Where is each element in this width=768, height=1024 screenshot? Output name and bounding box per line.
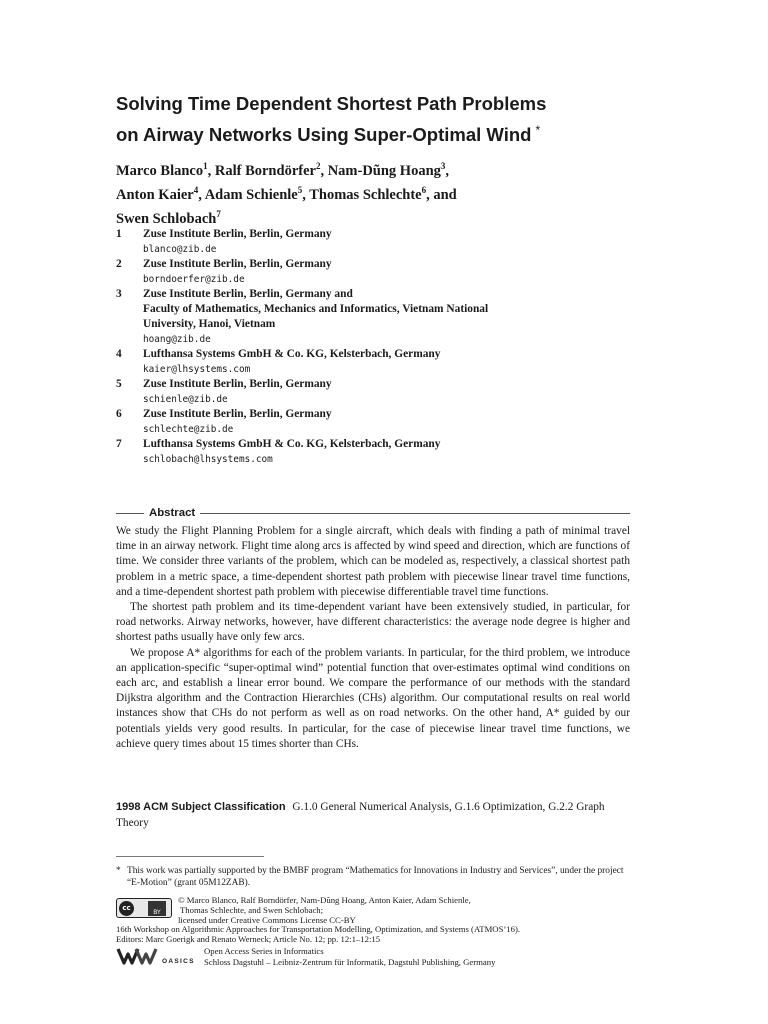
- affiliation-name: University, Hanoi, Vietnam: [143, 318, 276, 330]
- author-sep: ,: [445, 162, 450, 179]
- affiliation-name: Zuse Institute Berlin, Berlin, Germany: [143, 228, 332, 240]
- affiliation-name: Zuse Institute Berlin, Berlin, Germany: [143, 408, 332, 420]
- author-name: Marco Blanco: [116, 162, 204, 179]
- footnote: [116, 865, 636, 890]
- title-line-2-text: on Airway Networks Using Super-Optimal Wind: [116, 124, 532, 146]
- title-line-1: Solving Time Dependent Shortest Path Problems: [116, 93, 547, 114]
- affiliation-item: [116, 377, 656, 407]
- affiliation-number: 5: [116, 378, 122, 390]
- author-sup: 7: [216, 208, 221, 219]
- affiliation-email[interactable]: schlechte@zib.de: [143, 424, 234, 435]
- affiliation-list: [116, 227, 656, 467]
- affiliation-name: Zuse Institute Berlin, Berlin, Germany and: [143, 288, 353, 300]
- author-name: Anton Kaier: [116, 186, 194, 203]
- author-sep: , and: [426, 186, 457, 203]
- affiliation-number: 3: [116, 288, 122, 300]
- publisher-name: Schloss Dagstuhl – Leibniz-Zentrum für Informatik, Dagstuhl Publishing, Germany: [204, 956, 496, 967]
- affiliation-number: 4: [116, 348, 122, 360]
- series-name: Open Access Series in Informatics: [204, 946, 324, 956]
- abstract-paragraph: The shortest path problem and its time-dependent variant have been extensively studied, in particular, for road networks. Airway networks, however, have different characteristics: the average node degree is higher and shortest paths usually have only few arcs.: [116, 601, 630, 644]
- author-sup: 5: [297, 184, 303, 195]
- author-sep: ,: [198, 186, 205, 203]
- author-list: [116, 157, 636, 228]
- oasics-logo-icon: [116, 945, 160, 967]
- paper-title: [116, 90, 676, 148]
- title-footnote-mark: *: [535, 123, 541, 137]
- abstract-heading: [116, 505, 630, 521]
- heading-rule-left: [116, 513, 144, 514]
- oasics-wordmark: OASICS: [162, 958, 195, 965]
- abstract-paragraph: We propose A* algorithms for each of the problem variants. In particular, for the third problem, we introduce an application-specific “super-optimal wind” potential function that over-estimates optimal wind conditions on each arc, and establish a linear error bound. We compare the performance of our methods with the standard Dijkstra algorithm and the Contraction Hierarchies (CHs) algorithm. Our computational results on real world instances show that CHs do not perform as well as on road networks. On the other hand, A* guided by our potentials yields very good results. In particular, for the case of piecewise linear travel time functions, we achieve query times about 15 times shorter than CHs.: [116, 646, 630, 750]
- abstract-body: [116, 524, 630, 752]
- author-sup: 2: [315, 161, 321, 171]
- affiliation-item: [116, 227, 656, 257]
- affiliation-number: 6: [116, 408, 122, 420]
- license-line: © Marco Blanco, Ralf Borndörfer, Nam-Dũng Hoang, Anton Kaier, Adam Schienle,: [178, 895, 471, 905]
- cc-circle-icon: cc: [119, 901, 134, 916]
- affiliation-name: Lufthansa Systems GmbH & Co. KG, Kelsterbach, Germany: [143, 438, 441, 450]
- abstract-paragraph: We study the Flight Planning Problem for a single aircraft, which deals with finding a path of minimal travel time in an airway network. Flight time along arcs is affected by wind speed and direction, which are functions of time. We consider three variants of the problem, which can be modeled as, respectively, a classical shortest path problem in a metric space, a time-dependent shortest path problem with piecewise linear travel time functions, and a time-dependent shortest path problem with piecewise differentiable travel time functions.: [116, 525, 630, 598]
- affiliation-name: Faculty of Mathematics, Mechanics and Informatics, Vietnam National: [143, 303, 489, 315]
- acm-heading: 1998 ACM Subject Classification: [116, 801, 286, 813]
- author-sup: 1: [203, 161, 208, 171]
- author-line-2: [116, 181, 636, 205]
- acm-text: G.1.0 General Numerical Analysis, G.1.6 Optimization, G.2.2 Graph Theory: [116, 801, 605, 829]
- affiliation-item: [116, 437, 656, 467]
- title-line-2: [116, 117, 676, 148]
- affiliation-email[interactable]: schlobach@lhsystems.com: [143, 454, 273, 465]
- footnote-text: This work was partially supported by the BMBF program “Mathematics for Innovations in Industry and Services”, under the project “E-Motion” (grant 05M12ZAB).: [127, 866, 624, 889]
- affiliation-email[interactable]: kaier@lhsystems.com: [143, 364, 251, 375]
- author-name: Adam Schienle: [204, 186, 298, 203]
- footnote-mark: *: [116, 866, 121, 876]
- affiliation-item: [116, 347, 656, 377]
- acm-classification: [116, 800, 630, 831]
- affiliation-item: [116, 287, 656, 347]
- author-sup: 3: [440, 161, 446, 171]
- abstract-heading-text: Abstract: [149, 507, 196, 519]
- affiliation-number: 1: [116, 228, 122, 240]
- author-name: Ralf Borndörfer: [214, 162, 316, 179]
- cc-by-icon[interactable]: [116, 898, 172, 918]
- affiliation-email[interactable]: borndoerfer@zib.de: [143, 274, 245, 285]
- license-line[interactable]: licensed under Creative Commons License CC-BY: [178, 914, 356, 925]
- license-line: Thomas Schlechte, and Swen Schlobach;: [180, 904, 324, 915]
- author-line-1: [116, 157, 636, 181]
- author-line-3: [116, 205, 636, 229]
- affiliation-item: [116, 257, 656, 287]
- venue-info: [116, 925, 520, 945]
- by-label: BY: [148, 901, 166, 916]
- author-sep: ,: [302, 186, 310, 203]
- author-sep: ,: [207, 162, 215, 179]
- affiliation-item: [116, 407, 656, 437]
- author-name: Thomas Schlechte: [309, 186, 422, 203]
- venue-line: 16th Workshop on Algorithmic Approaches for Transportation Modelling, Optimization, and Systems (ATMOS’16).: [116, 924, 521, 934]
- author-sup: 4: [193, 184, 199, 195]
- affiliation-email[interactable]: blanco@zib.de: [143, 244, 217, 255]
- affiliation-number: 7: [116, 438, 122, 450]
- affiliation-number: 2: [116, 258, 122, 270]
- affiliation-email[interactable]: hoang@zib.de: [143, 334, 211, 345]
- affiliation-name: Zuse Institute Berlin, Berlin, Germany: [143, 378, 332, 390]
- affiliation-name: Lufthansa Systems GmbH & Co. KG, Kelsterbach, Germany: [143, 348, 441, 360]
- author-sep: ,: [320, 162, 328, 179]
- author-name: Swen Schlobach: [116, 210, 217, 227]
- footnote-rule: [116, 856, 264, 857]
- author-sup: 6: [421, 184, 427, 195]
- license-text: [178, 896, 698, 926]
- author-name: Nam-Dũng Hoang: [327, 162, 441, 179]
- affiliation-email[interactable]: schienle@zib.de: [143, 394, 228, 405]
- affiliation-name: Zuse Institute Berlin, Berlin, Germany: [143, 258, 332, 270]
- venue-line: Editors: Marc Goerigk and Renato Werneck; Article No. 12; pp. 12:1–12:15: [116, 933, 381, 944]
- heading-rule-right: [200, 513, 630, 514]
- publisher-info: [204, 946, 495, 967]
